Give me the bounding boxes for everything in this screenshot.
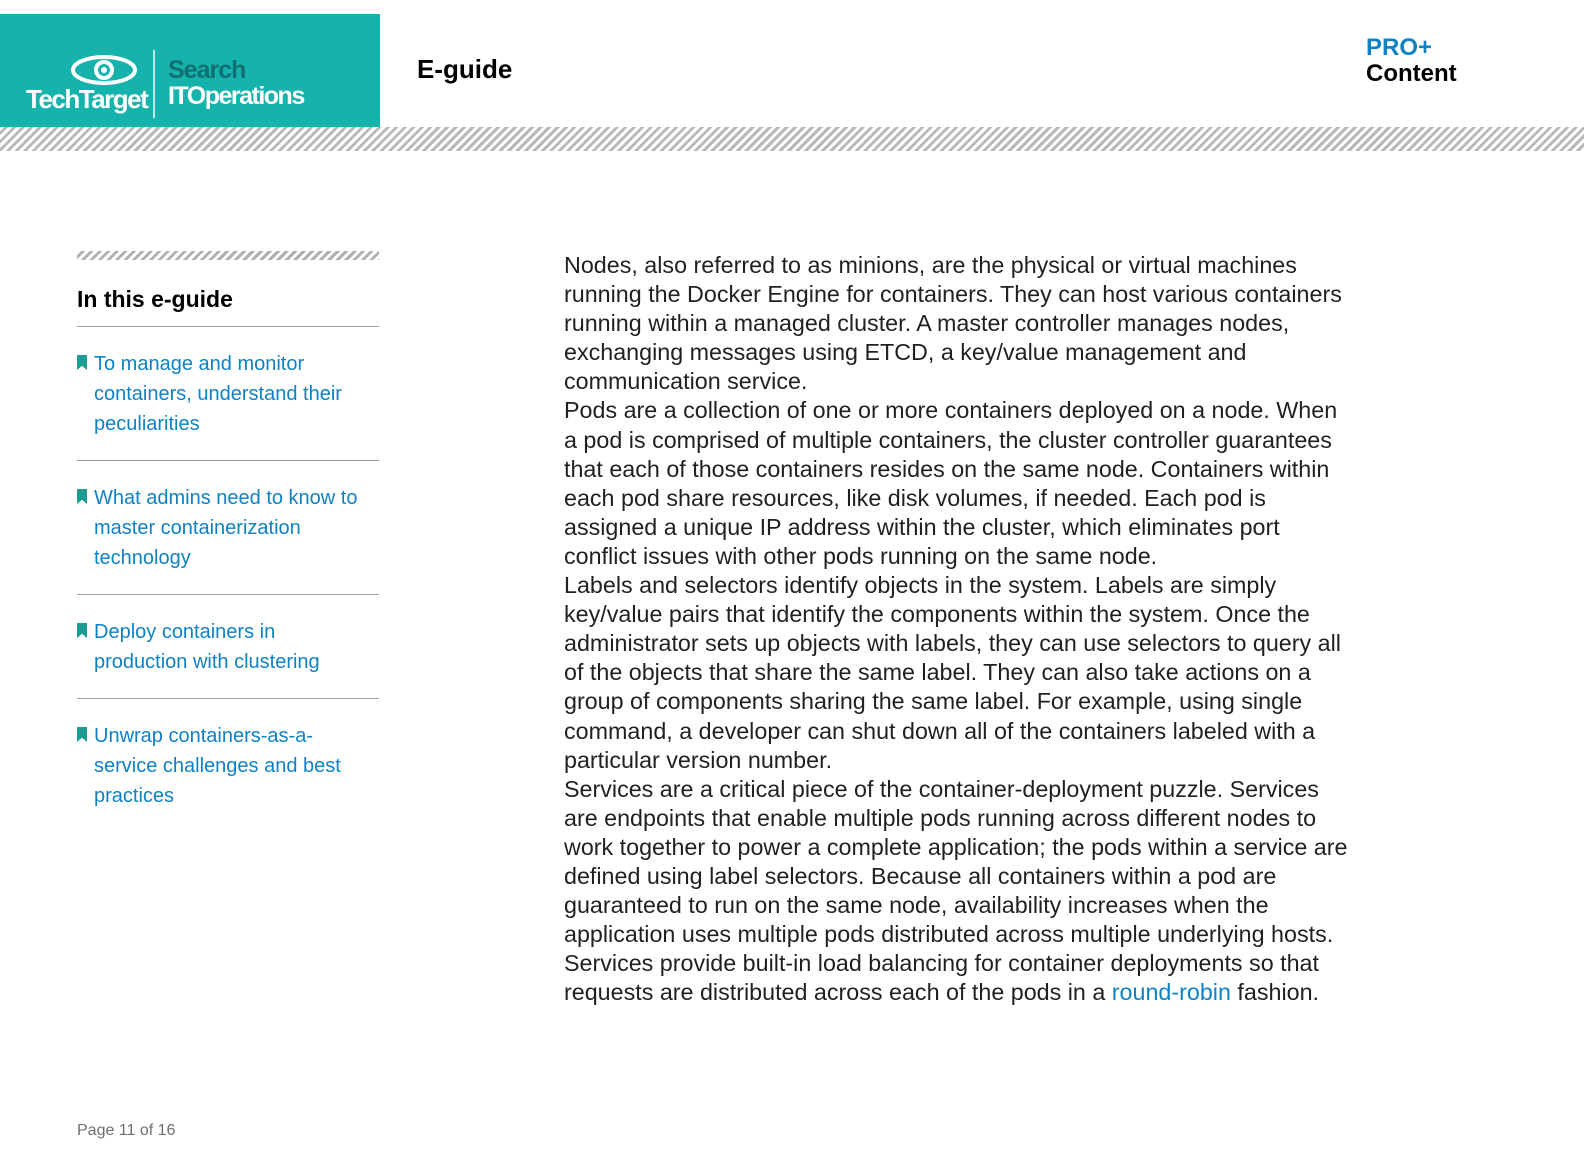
techtarget-logo-text: TechTarget [26,84,148,114]
bookmark-icon [77,727,87,742]
paragraph-labels: Labels and selectors identify objects in the system. Labels are simply key/value pairs that identify the components within the system. Once the administrator sets up objects with labels, they can use selectors to query all of the objects that share the same label. They can also take actions on a group of components sharing the same label. For example, using single command, a developer can shut down all of the containers labeled with a particular version number. [564,572,1341,773]
bookmark-icon [77,355,87,370]
paragraph-pods: Pods are a collection of one or more containers deployed on a node. When a pod is comprised of multiple containers, the cluster controller guarantees that each of those containers resides on the same node. Containers within each pod share resources, like disk volumes, if needed. Each pod is assigned a unique IP address within the cluster, which eliminates port conflict issues with other pods running on the same node. [564,397,1338,569]
toc-link-label[interactable]: Deploy containers in production with clustering [94,621,320,673]
toc-item-manage-monitor[interactable] [77,327,379,460]
article-body [564,251,1354,1007]
bookmark-icon [77,489,87,504]
toc-link-label[interactable]: To manage and monitor containers, understand their peculiarities [94,353,342,435]
sidebar-hatch-divider [77,251,379,260]
logo-divider [153,50,155,118]
pro-content-label: Content [1366,60,1457,87]
page-number: Page 11 of 16 [77,1122,176,1139]
brand-site-name: ITOperations [168,82,304,110]
pro-plus-label: PRO+ [1366,34,1433,61]
toc-item-admins-need-to-know[interactable] [77,461,379,594]
techtarget-eye-icon [70,54,138,86]
services-text-end: fashion. [1230,979,1320,1006]
document-type-label: E-guide [417,54,513,84]
brand-search-text: Search [168,56,246,84]
sidebar-toc [77,251,379,832]
toc-link-label[interactable]: What admins need to know to master containerization technology [94,487,358,569]
toc-item-containers-as-a-service[interactable] [77,699,379,832]
paragraph-nodes: Nodes, also referred to as minions, are the physical or virtual machines running the Docker Engine for containers. They can host various containers running within a managed cluster. A master controller manages nodes, exchanging messages using ETCD, a key/value management and communication service. [564,252,1342,395]
header-hatch-divider [0,127,1584,151]
toc-link-label[interactable]: Unwrap containers-as-a- service challenges and best practices [94,725,341,807]
toc-item-deploy-containers[interactable] [77,595,379,698]
bookmark-icon [77,623,87,638]
services-text: Services are a critical piece of the container-deployment puzzle. Services are endpoints that enable multiple pods running across different nodes to work together to power a complete application; the pods within a service are defined using label selectors. Because all containers within a pod are guaranteed to run on the same node, availability increases when the application uses multiple pods distributed across multiple underlying hosts. Services provide built-in load balancing for container deployments so that requests are distributed across each of the pods in a [564,775,1348,1006]
paragraph-services [564,775,1354,1008]
brand-logo-box [0,14,380,127]
toc-heading: In this e-guide [77,286,233,312]
round-robin-link[interactable]: round-robin [1111,979,1231,1006]
